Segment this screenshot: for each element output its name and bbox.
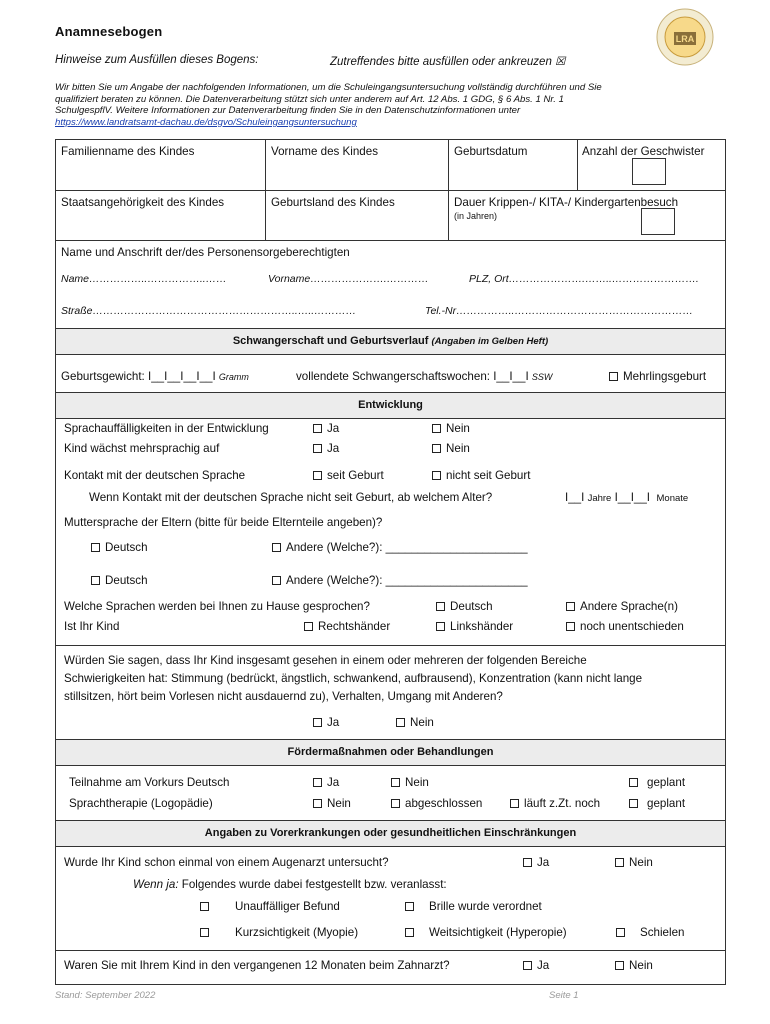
checkbox-icon bbox=[629, 778, 638, 787]
contact-label: Kontakt mit der deutschen Sprache bbox=[64, 469, 246, 482]
hint-label: Hinweise zum Ausfüllen dieses Bogens: bbox=[55, 54, 259, 66]
squint-label: Schielen bbox=[640, 926, 685, 939]
vorkurs-nein[interactable] bbox=[391, 776, 429, 789]
checkbox-icon bbox=[313, 444, 322, 453]
ja-label: Ja bbox=[537, 959, 550, 972]
dentist-ja[interactable] bbox=[523, 959, 549, 972]
contact-age-question: Wenn Kontakt mit der deutschen Sprache nicht seit Geburt, ab welchem Alter? bbox=[89, 491, 493, 504]
checkbox-icon bbox=[391, 799, 400, 808]
checkbox-icon bbox=[616, 928, 625, 937]
daycare-unit: (in Jahren) bbox=[454, 211, 498, 221]
contact-not-since-birth[interactable] bbox=[432, 469, 530, 482]
first-name-label: Vorname des Kindes bbox=[271, 145, 378, 158]
birth-country-label: Geburtsland des Kindes bbox=[271, 196, 395, 209]
mother-tongue-question: Muttersprache der Eltern (bitte für beide Elternteile angeben)? bbox=[64, 516, 383, 529]
section-pregnancy-title: Schwangerschaft und Geburtsverlauf bbox=[232, 335, 429, 347]
pregnancy-weeks-field[interactable] bbox=[296, 370, 552, 383]
speech-issues-nein[interactable] bbox=[432, 422, 470, 435]
checkbox-icon bbox=[436, 622, 445, 631]
logo-image bbox=[656, 8, 714, 66]
ongoing-label: läuft z.Zt. noch bbox=[524, 797, 601, 810]
years-field: I__I bbox=[565, 491, 585, 504]
planned-label: geplant bbox=[647, 797, 686, 810]
checkbox-icon bbox=[615, 961, 624, 970]
difficulty-ja[interactable] bbox=[313, 716, 339, 729]
left-handed-checkbox[interactable] bbox=[436, 620, 513, 633]
other-label: Andere (Welche?): ______________________ bbox=[286, 574, 528, 587]
intro-line: SchulgespflV. Weitere Informationen zur Datenverarbeitung finden Sie in den Datenschutzinformationen unter bbox=[55, 105, 521, 117]
checkbox-icon bbox=[313, 799, 322, 808]
checkbox-icon bbox=[405, 928, 414, 937]
right-label: Rechtshänder bbox=[318, 620, 391, 633]
vorkurs-label: Teilnahme am Vorkurs Deutsch bbox=[69, 776, 230, 789]
checkbox-icon bbox=[313, 471, 322, 480]
pregnancy-weeks-label: vollendete Schwangerschaftswochen: I__I__I bbox=[296, 370, 529, 383]
parent2-deutsch[interactable] bbox=[91, 574, 148, 587]
daycare-label: Dauer Krippen-/ KITA-/ Kindergartenbesuch bbox=[454, 196, 679, 209]
findings-intro bbox=[133, 878, 447, 891]
nein-label: Nein bbox=[410, 716, 434, 729]
completed-label: abgeschlossen bbox=[405, 797, 483, 810]
home-deutsch[interactable] bbox=[436, 600, 493, 613]
multilingual-nein[interactable] bbox=[432, 442, 470, 455]
vorkurs-planned[interactable] bbox=[629, 776, 685, 789]
footer-date: Stand: September 2022 bbox=[55, 990, 156, 1001]
ja-label: Ja bbox=[327, 442, 340, 455]
birth-date-label: Geburtsdatum bbox=[454, 145, 528, 158]
difficulty-question: Schwierigkeiten hat: Stimmung (bedrückt, ängstlich, schwankend, aufbrausend), Konzentration (kann nicht lange bbox=[64, 672, 643, 685]
checkbox-icon bbox=[523, 961, 532, 970]
dentist-question: Waren Sie mit Ihrem Kind in den vergangenen 12 Monaten beim Zahnarzt? bbox=[64, 959, 450, 972]
checkbox-icon bbox=[432, 424, 441, 433]
birth-weight-field[interactable] bbox=[61, 370, 249, 383]
daycare-input-box[interactable] bbox=[641, 208, 675, 235]
guardian-city-field[interactable]: PLZ, Ort………………….……..……………………. bbox=[469, 273, 699, 285]
other-label: Andere (Welche?): ______________________ bbox=[286, 541, 528, 554]
checkbox-icon bbox=[313, 718, 322, 727]
if-yes-label: Wenn ja: bbox=[133, 878, 179, 891]
therapy-label: Sprachtherapie (Logopädie) bbox=[69, 797, 213, 810]
speech-issues-ja[interactable] bbox=[313, 422, 339, 435]
siblings-input-box[interactable] bbox=[632, 158, 666, 185]
checkbox-icon bbox=[566, 602, 575, 611]
multilingual-label: Kind wächst mehrsprachig auf bbox=[64, 442, 220, 455]
undecided-label: noch unentschieden bbox=[580, 620, 684, 633]
eye-ja[interactable] bbox=[523, 856, 549, 869]
months-field: I__I__I bbox=[614, 491, 651, 504]
hint-instruction: Zutreffendes bitte ausfüllen oder ankreuzen ☒ bbox=[330, 56, 566, 68]
checkbox-icon bbox=[200, 928, 209, 937]
home-other[interactable] bbox=[566, 600, 678, 613]
difficulty-question: Würden Sie sagen, dass Ihr Kind insgesamt gesehen in einem oder mehreren der folgenden Bereiche bbox=[64, 654, 587, 667]
normal-label: Unauffälliger Befund bbox=[235, 900, 340, 913]
checkbox-icon bbox=[304, 622, 313, 631]
left-label: Linkshänder bbox=[450, 620, 514, 633]
ja-label: Ja bbox=[327, 776, 340, 789]
deutsch-label: Deutsch bbox=[105, 574, 148, 587]
myopia-checkbox[interactable] bbox=[200, 926, 358, 939]
document-title: Anamnesebogen bbox=[55, 24, 163, 39]
checkbox-icon bbox=[615, 858, 624, 867]
checkbox-icon bbox=[629, 799, 638, 808]
footer-page: Seite 1 bbox=[549, 990, 579, 1001]
checkbox-icon bbox=[405, 902, 414, 911]
nationality-label: Staatsangehörigkeit des Kindes bbox=[61, 196, 225, 209]
section-pregnancy bbox=[56, 335, 725, 347]
since-birth-label: seit Geburt bbox=[327, 469, 384, 482]
home-languages-question: Welche Sprachen werden bei Ihnen zu Hause gesprochen? bbox=[64, 600, 370, 613]
myopia-label: Kurzsichtigkeit (Myopie) bbox=[235, 926, 359, 939]
guardian-name-field[interactable]: Name……………..……………..…… bbox=[61, 273, 227, 285]
glasses-checkbox[interactable] bbox=[405, 900, 542, 913]
difficulty-question: stillsitzen, hört beim Vorlesen nicht ausdauernd zu), Verhalten, Umgang mit Anderen? bbox=[64, 690, 503, 703]
intro-line: qualifiziert beraten zu können. Die Datenverarbeitung stützt sich unter anderem auf Art. 12 Abs. 1 GDG, § 6 Abs. 1 Nr. 1 bbox=[55, 93, 564, 105]
checkbox-icon bbox=[432, 471, 441, 480]
logo-text: LRA bbox=[675, 34, 695, 44]
other-languages-label: Andere Sprache(n) bbox=[580, 600, 678, 613]
eye-nein[interactable] bbox=[615, 856, 653, 869]
undecided-checkbox[interactable] bbox=[566, 620, 684, 633]
contact-age-field[interactable] bbox=[565, 491, 688, 504]
section-development: Entwicklung bbox=[358, 399, 423, 411]
handedness-label: Ist Ihr Kind bbox=[64, 620, 120, 633]
speech-issues-label: Sprachauffälligkeiten in der Entwicklung bbox=[64, 422, 269, 435]
vorkurs-ja[interactable] bbox=[313, 776, 339, 789]
intro-text bbox=[55, 82, 717, 128]
therapy-completed[interactable] bbox=[391, 797, 482, 810]
therapy-ongoing[interactable] bbox=[510, 797, 600, 810]
checkbox-icon bbox=[432, 444, 441, 453]
contact-since-birth[interactable] bbox=[313, 469, 384, 482]
deutsch-label: Deutsch bbox=[450, 600, 493, 613]
ja-label: Ja bbox=[537, 856, 550, 869]
glasses-label: Brille wurde verordnet bbox=[429, 900, 542, 913]
deutsch-label: Deutsch bbox=[105, 541, 148, 554]
checkbox-icon bbox=[436, 602, 445, 611]
checkbox-icon bbox=[313, 424, 322, 433]
nein-label: Nein bbox=[446, 422, 470, 435]
planned-label: geplant bbox=[647, 776, 686, 789]
privacy-link[interactable]: https://www.landratsamt-dachau.de/dsgvo/Schuleingangsuntersuchung bbox=[55, 116, 357, 128]
normal-finding-checkbox[interactable] bbox=[200, 900, 340, 913]
not-since-birth-label: nicht seit Geburt bbox=[446, 469, 531, 482]
checkbox-icon bbox=[272, 543, 281, 552]
nein-label: Nein bbox=[629, 856, 653, 869]
family-name-label: Familienname des Kindes bbox=[61, 145, 195, 158]
multiple-birth-label: Mehrlingsgeburt bbox=[623, 370, 707, 383]
multiple-birth-checkbox[interactable] bbox=[609, 370, 706, 383]
section-illness: Angaben zu Vorerkrankungen oder gesundheitlichen Einschränkungen bbox=[204, 827, 577, 839]
parent1-other[interactable] bbox=[272, 541, 528, 554]
checkbox-icon bbox=[272, 576, 281, 585]
dentist-nein[interactable] bbox=[615, 959, 653, 972]
checkbox-icon bbox=[566, 622, 575, 631]
guardian-firstname-field[interactable]: Vorname………………….………… bbox=[268, 273, 429, 285]
checkbox-icon bbox=[523, 858, 532, 867]
nein-label: Nein bbox=[405, 776, 429, 789]
ja-label: Ja bbox=[327, 716, 340, 729]
therapy-nein[interactable] bbox=[313, 797, 351, 810]
guardian-heading: Name und Anschrift der/des Personensorgeberechtigten bbox=[61, 246, 350, 259]
siblings-label: Anzahl der Geschwister bbox=[582, 145, 705, 158]
eye-question: Wurde Ihr Kind schon einmal von einem Augenarzt untersucht? bbox=[64, 856, 389, 869]
checkbox-icon bbox=[91, 543, 100, 552]
section-support: Fördermaßnahmen oder Behandlungen bbox=[287, 746, 494, 758]
nein-label: Nein bbox=[629, 959, 653, 972]
checkbox-icon bbox=[313, 778, 322, 787]
years-unit: Jahre bbox=[587, 493, 612, 504]
parent2-other[interactable] bbox=[272, 574, 528, 587]
checkbox-icon bbox=[91, 576, 100, 585]
nein-label: Nein bbox=[446, 442, 470, 455]
checkbox-icon bbox=[396, 718, 405, 727]
multilingual-ja[interactable] bbox=[313, 442, 339, 455]
checkbox-icon bbox=[200, 902, 209, 911]
pregnancy-weeks-unit: SSW bbox=[531, 372, 553, 382]
checkbox-icon bbox=[609, 372, 618, 381]
squint-checkbox[interactable] bbox=[616, 926, 684, 939]
findings-label: Folgendes wurde dabei festgestellt bzw. veranlasst: bbox=[181, 878, 447, 891]
guardian-phone-field[interactable]: Tel.-Nr……………..…………………………………………… bbox=[425, 305, 693, 317]
section-pregnancy-note: (Angaben im Gelben Heft) bbox=[431, 336, 549, 347]
months-unit: Monate bbox=[656, 493, 689, 504]
intro-line: Wir bitten Sie um Angabe der nachfolgenden Informationen, um die Schuleingangsuntersuchung vollständig durchführen und Sie bbox=[55, 82, 602, 93]
hyperopia-checkbox[interactable] bbox=[405, 926, 567, 939]
birth-weight-unit: Gramm bbox=[218, 372, 249, 382]
birth-weight-label: Geburtsgewicht: I__I__I__I__I bbox=[61, 370, 216, 383]
checkbox-icon bbox=[391, 778, 400, 787]
nein-label: Nein bbox=[327, 797, 351, 810]
ja-label: Ja bbox=[327, 422, 340, 435]
parent1-deutsch[interactable] bbox=[91, 541, 148, 554]
guardian-street-field[interactable]: Straße…………………………………………………..…..………… bbox=[61, 305, 357, 317]
right-handed-checkbox[interactable] bbox=[304, 620, 390, 633]
therapy-planned[interactable] bbox=[629, 797, 685, 810]
difficulty-nein[interactable] bbox=[396, 716, 434, 729]
hyperopia-label: Weitsichtigkeit (Hyperopie) bbox=[429, 926, 567, 939]
checkbox-icon bbox=[510, 799, 519, 808]
